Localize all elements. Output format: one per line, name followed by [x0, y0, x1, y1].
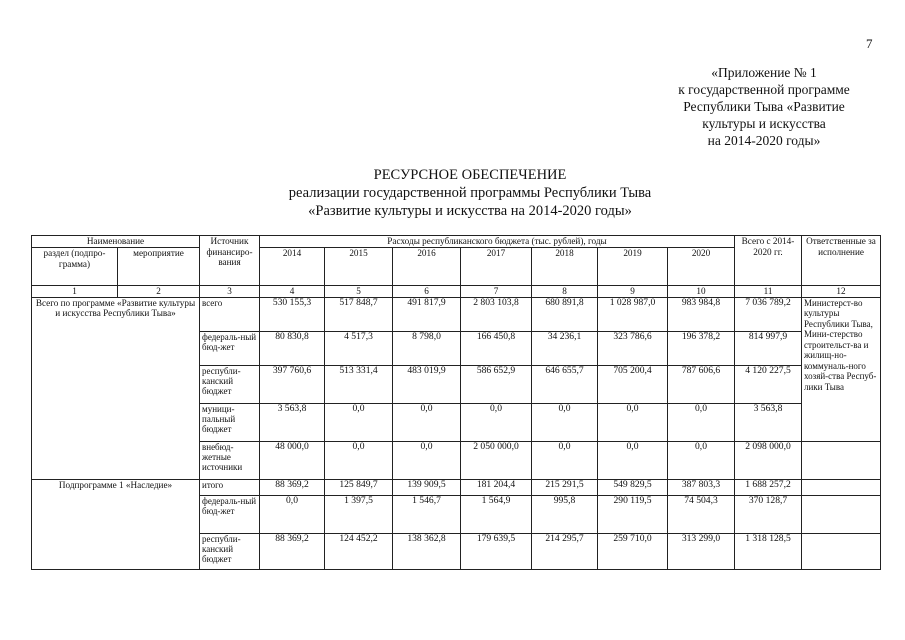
column-number: 5 [325, 286, 393, 298]
value-cell: 995,8 [532, 495, 598, 533]
header-measure: мероприятие [118, 248, 200, 286]
value-cell: 196 378,2 [668, 331, 735, 365]
total-cell: 1 688 257,2 [735, 479, 802, 495]
source-cell: республи-канский бюджет [200, 533, 260, 569]
value-cell: 0,0 [598, 403, 668, 441]
total-cell: 7 036 789,2 [735, 297, 802, 331]
value-cell: 80 830,8 [260, 331, 325, 365]
value-cell: 179 639,5 [461, 533, 532, 569]
value-cell: 290 119,5 [598, 495, 668, 533]
value-cell: 139 909,5 [393, 479, 461, 495]
value-cell: 0,0 [260, 495, 325, 533]
header-year: 2020 [668, 248, 735, 286]
column-number: 10 [668, 286, 735, 298]
header-section: раздел (подпро-грамма) [32, 248, 118, 286]
value-cell: 1 564,9 [461, 495, 532, 533]
header-row [32, 236, 881, 248]
value-cell: 259 710,0 [598, 533, 668, 569]
column-number: 3 [200, 286, 260, 298]
title-line: «Развитие культуры и искусства на 2014-2020 годы» [308, 203, 632, 219]
column-number: 1 [32, 286, 118, 298]
responsible-empty-cell [802, 533, 881, 569]
appendix-line: культуры и искусства [702, 116, 826, 131]
value-cell: 0,0 [668, 441, 735, 479]
value-cell: 530 155,3 [260, 297, 325, 331]
header-name: Наименование [32, 236, 200, 248]
total-cell: 370 128,7 [735, 495, 802, 533]
value-cell: 124 452,2 [325, 533, 393, 569]
header-responsible: Ответственные за исполнение [802, 236, 881, 286]
value-cell: 125 849,7 [325, 479, 393, 495]
header-year: 2016 [393, 248, 461, 286]
value-cell: 513 331,4 [325, 365, 393, 403]
document-title [230, 166, 710, 220]
value-cell: 491 817,9 [393, 297, 461, 331]
header-expenses: Расходы республиканского бюджета (тыс. рублей), годы [260, 236, 735, 248]
value-cell: 1 546,7 [393, 495, 461, 533]
source-cell: внебюд-жетные источники [200, 441, 260, 479]
value-cell: 983 984,8 [668, 297, 735, 331]
responsible-cell: Министерст-во культуры Республики Тыва, Мини-стерство строительст-ва и жилищ-но-коммуналь-ного хозяй-ства Респуб-лики Тыва [802, 297, 881, 441]
total-cell: 4 120 227,5 [735, 365, 802, 403]
value-cell: 517 848,7 [325, 297, 393, 331]
column-number: 9 [598, 286, 668, 298]
value-cell: 313 299,0 [668, 533, 735, 569]
value-cell: 48 000,0 [260, 441, 325, 479]
column-number: 2 [118, 286, 200, 298]
value-cell: 166 450,8 [461, 331, 532, 365]
column-number: 11 [735, 286, 802, 298]
value-cell: 483 019,9 [393, 365, 461, 403]
value-cell: 0,0 [393, 441, 461, 479]
value-cell: 387 803,3 [668, 479, 735, 495]
value-cell: 1 397,5 [325, 495, 393, 533]
appendix-line: «Приложение № 1 [711, 65, 817, 80]
value-cell: 214 295,7 [532, 533, 598, 569]
appendix-line: на 2014-2020 годы» [707, 133, 821, 148]
responsible-empty-cell [802, 495, 881, 533]
table-row [32, 479, 881, 495]
appendix-line: к государственной программе [678, 82, 850, 97]
value-cell: 397 760,6 [260, 365, 325, 403]
appendix-heading [640, 64, 888, 149]
source-cell: итого [200, 479, 260, 495]
subprogram-name: Подпрограмме 1 «Наследие» [32, 479, 200, 569]
header-year: 2017 [461, 248, 532, 286]
value-cell: 549 829,5 [598, 479, 668, 495]
header-year: 2014 [260, 248, 325, 286]
header-year: 2015 [325, 248, 393, 286]
total-cell: 3 563,8 [735, 403, 802, 441]
value-cell: 2 050 000,0 [461, 441, 532, 479]
title-line: реализации государственной программы Республики Тыва [288, 185, 652, 201]
responsible-empty-cell [802, 479, 881, 495]
header-total: Всего с 2014-2020 гг. [735, 236, 802, 286]
value-cell: 2 803 103,8 [461, 297, 532, 331]
column-number: 12 [802, 286, 881, 298]
value-cell: 1 028 987,0 [598, 297, 668, 331]
title-line: РЕСУРСНОЕ ОБЕСПЕЧЕНИЕ [373, 167, 567, 183]
value-cell: 0,0 [532, 403, 598, 441]
column-number-row [32, 286, 881, 298]
value-cell: 181 204,4 [461, 479, 532, 495]
value-cell: 3 563,8 [260, 403, 325, 441]
value-cell: 34 236,1 [532, 331, 598, 365]
column-number: 6 [393, 286, 461, 298]
value-cell: 323 786,6 [598, 331, 668, 365]
column-number: 8 [532, 286, 598, 298]
source-cell: федераль-ный бюд-жет [200, 495, 260, 533]
table-row [32, 297, 881, 331]
resource-table [31, 235, 881, 570]
header-year: 2019 [598, 248, 668, 286]
source-cell: муници-пальный бюджет [200, 403, 260, 441]
responsible-empty-cell [802, 441, 881, 479]
value-cell: 787 606,6 [668, 365, 735, 403]
column-number: 7 [461, 286, 532, 298]
value-cell: 8 798,0 [393, 331, 461, 365]
value-cell: 138 362,8 [393, 533, 461, 569]
header-source: Источник финансиро-вания [200, 236, 260, 286]
value-cell: 4 517,3 [325, 331, 393, 365]
value-cell: 0,0 [668, 403, 735, 441]
total-cell: 1 318 128,5 [735, 533, 802, 569]
value-cell: 646 655,7 [532, 365, 598, 403]
page-number: 7 [866, 36, 873, 51]
source-cell: республи-канский бюджет [200, 365, 260, 403]
header-year: 2018 [532, 248, 598, 286]
column-number: 4 [260, 286, 325, 298]
value-cell: 680 891,8 [532, 297, 598, 331]
value-cell: 215 291,5 [532, 479, 598, 495]
value-cell: 0,0 [461, 403, 532, 441]
value-cell: 586 652,9 [461, 365, 532, 403]
total-cell: 814 997,9 [735, 331, 802, 365]
value-cell: 74 504,3 [668, 495, 735, 533]
value-cell: 0,0 [393, 403, 461, 441]
value-cell: 0,0 [325, 403, 393, 441]
value-cell: 705 200,4 [598, 365, 668, 403]
value-cell: 0,0 [532, 441, 598, 479]
value-cell: 88 369,2 [260, 533, 325, 569]
appendix-line: Республики Тыва «Развитие [683, 99, 845, 114]
value-cell: 88 369,2 [260, 479, 325, 495]
program-name: Всего по программе «Развитие культуры и искусства Республики Тыва» [32, 297, 200, 479]
value-cell: 0,0 [598, 441, 668, 479]
value-cell: 0,0 [325, 441, 393, 479]
source-cell: всего [200, 297, 260, 331]
source-cell: федераль-ный бюд-жет [200, 331, 260, 365]
total-cell: 2 098 000,0 [735, 441, 802, 479]
